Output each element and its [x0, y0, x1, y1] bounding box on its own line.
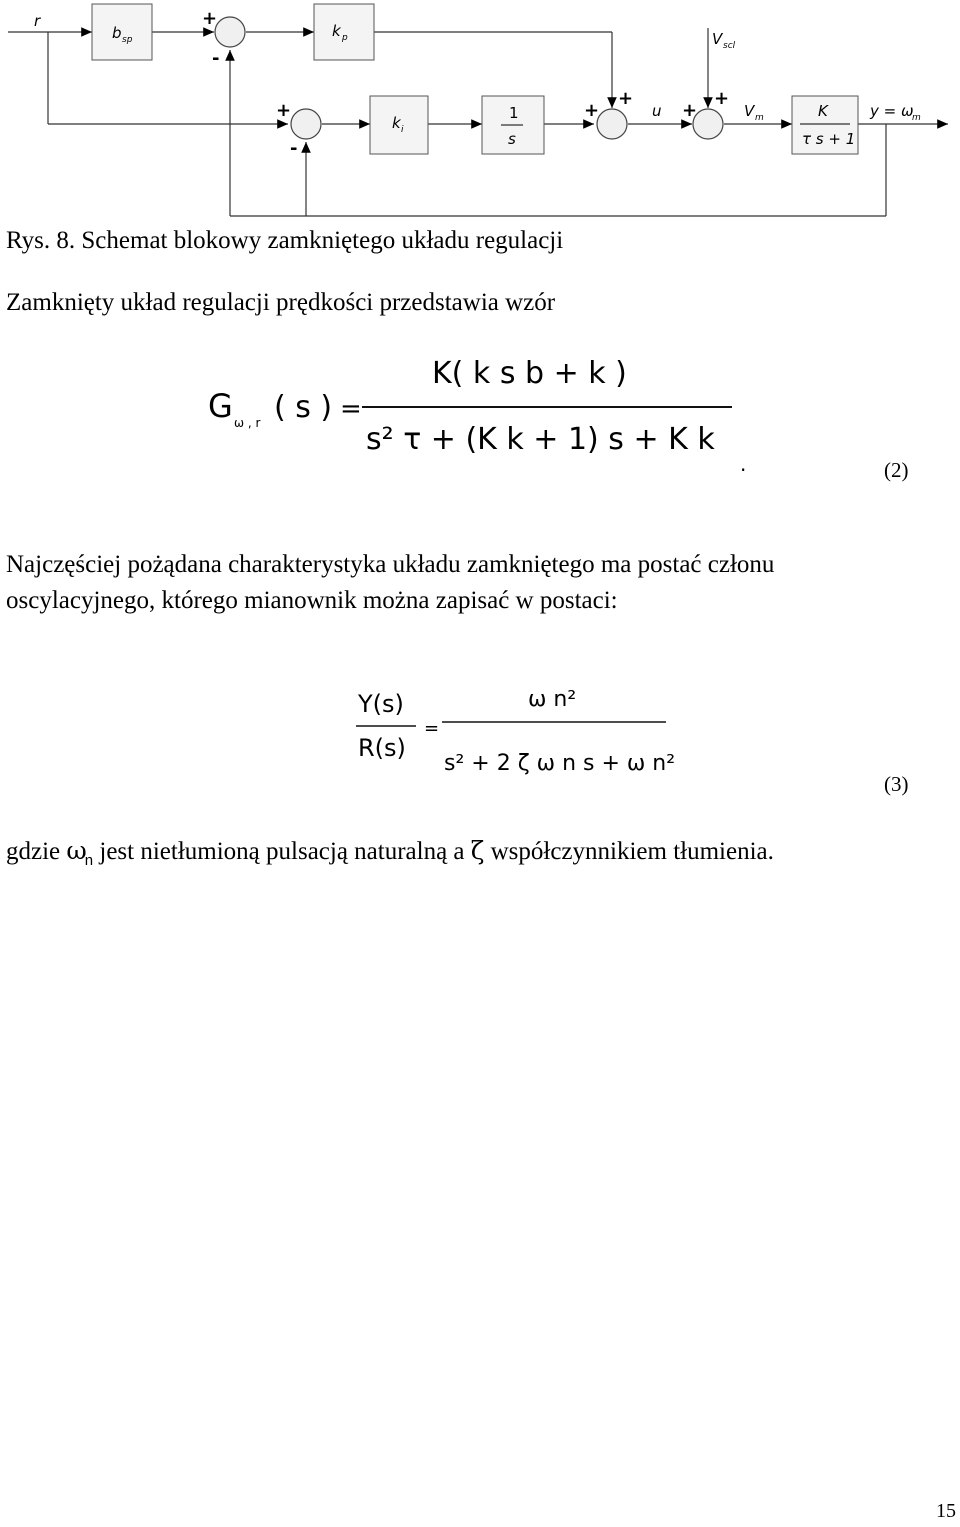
sum-junction-1 [215, 17, 245, 47]
eq2-lhs: G [208, 387, 233, 425]
eq3-numerator: ω n² [528, 687, 577, 712]
eq3-denominator: s² + 2 ζ ω n s + ω n² [444, 751, 676, 776]
eq3-number: (3) [884, 772, 909, 796]
eq2-numerator: K( k s b + k ) [432, 356, 627, 391]
label-int-num: 1 [509, 104, 519, 122]
paragraph-2 [6, 836, 774, 876]
eq2-equals: = [340, 394, 362, 424]
label-y: y = ω [870, 102, 914, 120]
label-ki-sub: i [401, 125, 404, 135]
label-bsp-sub: sp [122, 35, 133, 45]
label-y-sub: m [912, 113, 921, 123]
sum-junction-2 [291, 109, 321, 139]
paragraph-1-line-1: Najczęściej pożądana charakterystyka układu zamkniętego ma postać członu [6, 551, 775, 578]
page-number: 15 [936, 1500, 956, 1522]
sign-plus-1: + [202, 8, 218, 29]
sign-plus-4: + [618, 88, 634, 109]
eq2-period: . [740, 452, 747, 476]
intro-paragraph: Zamknięty układ regulacji prędkości przedstawia wzór [6, 289, 556, 316]
label-kp: k [332, 22, 341, 40]
eq2-lhs-arg: ( s ) [274, 390, 333, 425]
label-vsd: V [712, 30, 723, 48]
eq2-denominator: s² τ + (K k + 1) s + K k [366, 422, 715, 457]
para2-text-middle: jest nietłumioną pulsacją naturalną a [99, 838, 465, 865]
sign-plus-5: + [682, 100, 698, 121]
label-ki: k [392, 114, 401, 132]
eq3-lhs-num: Y(s) [358, 690, 404, 718]
sign-plus-6: + [714, 88, 730, 109]
para2-text-end: współczynnikiem tłumienia. [490, 838, 774, 865]
label-kp-sub: p [342, 33, 348, 43]
equation-2 [200, 345, 760, 485]
label-r: r [34, 12, 41, 30]
label-plant-num: K [818, 102, 828, 120]
label-vm-sub: m [755, 113, 764, 123]
label-u: u [652, 102, 662, 120]
figure-caption: Rys. 8. Schemat blokowy zamkniętego układu regulacji [6, 227, 564, 254]
zeta-symbol: ζ [470, 836, 485, 865]
eq2-number: (2) [884, 458, 909, 482]
eq3-lhs-den: R(s) [358, 734, 406, 762]
label-vsd-sub: scl [723, 41, 736, 51]
paragraph-1-line-2: oscylacyjnego, którego mianownik można zapisać w postaci: [6, 587, 618, 614]
block-kp [314, 4, 374, 60]
block-diagram [0, 0, 960, 220]
label-bsp: b [112, 24, 122, 42]
sign-minus-1: - [212, 48, 220, 69]
para2-word-gdzie: gdzie [6, 838, 61, 865]
eq3-equals: = [424, 718, 440, 739]
label-plant-den: τ s + 1 [802, 130, 856, 148]
sign-plus-3: + [584, 100, 600, 121]
omega-subscript: n [84, 852, 94, 869]
equation-3 [350, 670, 680, 800]
sign-plus-2: + [276, 100, 292, 121]
block-bsp [92, 4, 152, 60]
eq2-lhs-sub: ω , r [234, 416, 261, 430]
label-vm: V [744, 102, 755, 120]
label-int-den: s [508, 130, 516, 148]
omega-symbol: ω [66, 836, 87, 865]
sign-minus-2: - [290, 138, 298, 159]
sum-junction-4 [693, 109, 723, 139]
sum-junction-3 [597, 109, 627, 139]
